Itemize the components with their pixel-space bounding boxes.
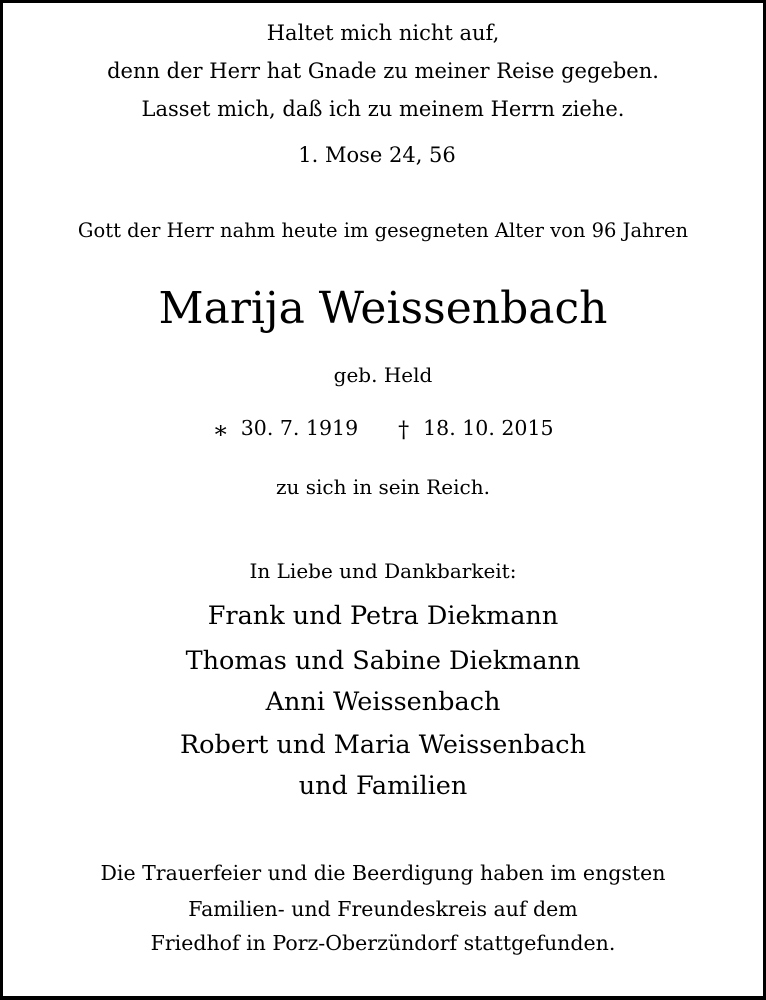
funeral-line-1: Die Trauerfeier und die Beerdigung haben im engsten [100,861,666,885]
outro-text: zu sich in sein Reich. [276,475,490,499]
intro-text: Gott der Herr nahm heute im gesegneten Alter von 96 Jahren [77,219,689,242]
mourner-name: Thomas und Sabine Diekmann [185,646,581,676]
verse-line-2: denn der Herr hat Gnade zu meiner Reise gegeben. [107,59,659,83]
death-date: 18. 10. 2015 [423,416,554,440]
birth-date: 30. 7. 1919 [240,416,359,440]
mourner-name: Frank und Petra Diekmann [207,601,559,631]
mourners-heading: In Liebe und Dankbarkeit: [249,559,517,583]
death-cross-icon: † [398,418,410,443]
deceased-name: Marija Weissenbach [158,283,608,334]
mourner-name: Robert und Maria Weissenbach [179,730,587,760]
verse-line-3: Lasset mich, daß ich zu meinem Herrn ziehe. [141,97,625,121]
verse-line-1: Haltet mich nicht auf, [266,21,500,45]
verse-reference: 1. Mose 24, 56 [298,143,456,167]
maiden-name: geb. Held [333,363,433,387]
life-dates [3,413,763,444]
mourner-name: und Familien [298,771,468,801]
funeral-line-2: Familien- und Freundeskreis auf dem [188,897,578,921]
mourner-name: Anni Weissenbach [265,687,501,717]
funeral-line-3: Friedhof in Porz-Oberzündorf stattgefunden. [150,931,616,955]
birth-star-icon: ∗ [212,416,229,444]
